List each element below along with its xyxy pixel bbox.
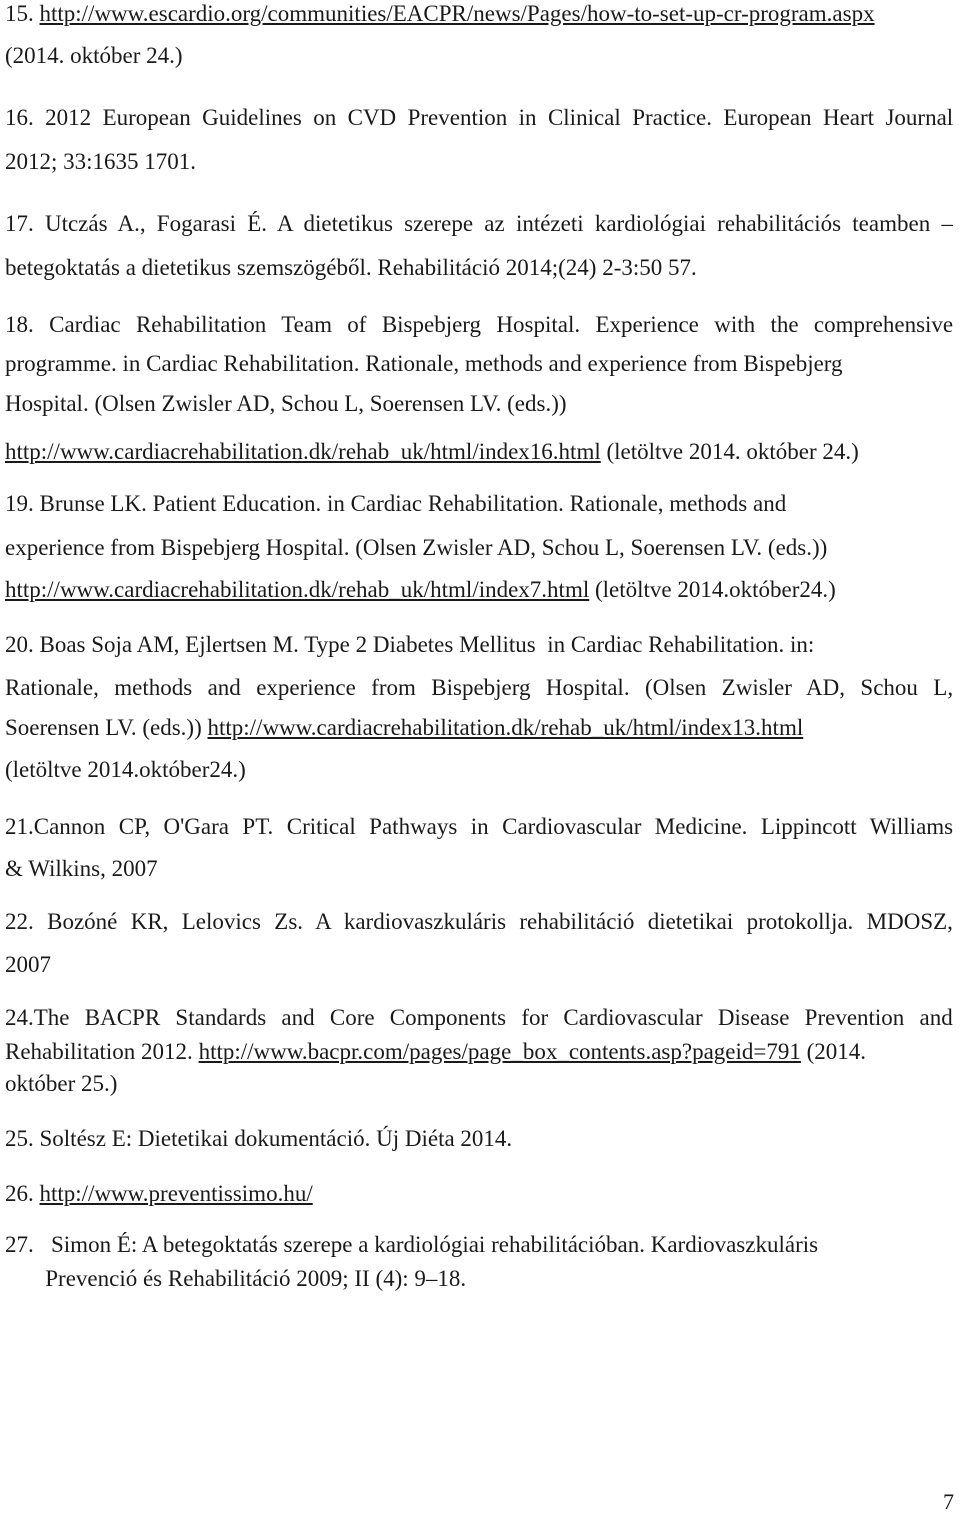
reference-text: betegoktatás a dietetikus szemszögéből. Rehabilitáció 2014;(24) 2-3:50 57.: [5, 255, 697, 280]
reference-line: [5, 1072, 117, 1095]
reference-line: [5, 150, 196, 173]
reference-line: [5, 492, 786, 515]
reference-text: 21.Cannon CP, O'Gara PT. Critical Pathways in Cardiovascular Medicine. Lippincott Williams: [5, 814, 954, 839]
reference-text: október 25.): [5, 1071, 118, 1096]
reference-text: (2014.: [800, 1039, 867, 1064]
reference-text: Rationale, methods and experience from Bispebjerg Hospital. (Olsen Zwisler AD, Schou L,: [5, 675, 954, 700]
reference-line: [5, 1233, 818, 1256]
reference-text: 25. Soltész E: Dietetikai dokumentáció. Új Diéta 2014.: [5, 1126, 513, 1151]
reference-text: 15.: [5, 1, 40, 26]
reference-line: [5, 392, 567, 415]
reference-text: 22. Bozóné KR, Lelovics Zs. A kardiovaszkuláris rehabilitáció dietetikai protokollja. MDOSZ,: [5, 909, 953, 934]
reference-text: 19. Brunse LK. Patient Education. in Cardiac Rehabilitation. Rationale, methods and: [5, 491, 787, 516]
reference-link[interactable]: http://www.cardiacrehabilitation.dk/rehab_uk/html/index13.html: [207, 715, 804, 740]
reference-line: [5, 1127, 512, 1150]
reference-link[interactable]: http://www.escardio.org/communities/EACPR/news/Pages/how-to-set-up-cr-program.aspx: [39, 1, 875, 26]
reference-line: [5, 1182, 313, 1205]
reference-line: [5, 212, 953, 235]
reference-link[interactable]: http://www.cardiacrehabilitation.dk/rehab_uk/html/index7.html: [5, 577, 590, 602]
reference-line: [5, 815, 953, 838]
reference-text: Hospital. (Olsen Zwisler AD, Schou L, Soerensen LV. (eds.)): [5, 391, 567, 416]
reference-text: experience from Bispebjerg Hospital. (Olsen Zwisler AD, Schou L, Soerensen LV. (eds.)): [5, 535, 828, 560]
reference-line: [5, 578, 836, 601]
reference-text: 24.The BACPR Standards and Core Components for Cardiovascular Disease Prevention and: [5, 1005, 953, 1030]
reference-text: (letöltve 2014.október24.): [589, 577, 836, 602]
reference-text: 26.: [5, 1181, 40, 1206]
reference-text: (letöltve 2014.október24.): [5, 757, 246, 782]
reference-link[interactable]: http://www.bacpr.com/pages/page_box_contents.asp?pageid=791: [198, 1039, 801, 1064]
reference-line: [5, 106, 953, 129]
reference-line: [5, 857, 158, 880]
reference-text: 2012; 33:1635 1701.: [5, 149, 197, 174]
reference-text: 2007: [5, 952, 51, 977]
reference-text: (letöltve 2014. október 24.): [600, 439, 859, 464]
reference-line: [5, 352, 843, 375]
reference-line: [5, 440, 859, 463]
reference-line: [5, 633, 814, 656]
reference-text: 17. Utczás A., Fogarasi É. A dietetikus szerepe az intézeti kardiológiai rehabilitációs teamben –: [5, 211, 953, 236]
reference-text: & Wilkins, 2007: [5, 856, 158, 881]
reference-line: [5, 536, 827, 559]
reference-line: [5, 2, 875, 25]
reference-text: 20. Boas Soja AM, Ejlertsen M. Type 2 Diabetes Mellitus in Cardiac Rehabilitation. in:: [5, 632, 815, 657]
reference-text: 18. Cardiac Rehabilitation Team of Bispebjerg Hospital. Experience with the comprehensive: [5, 312, 954, 337]
reference-line: [5, 953, 51, 976]
reference-text: 27. Simon É: A betegoktatás szerepe a kardiológiai rehabilitációban. Kardiovaszkuláris: [5, 1232, 819, 1257]
reference-link[interactable]: http://www.preventissimo.hu/: [39, 1181, 313, 1206]
reference-text: programme. in Cardiac Rehabilitation. Rationale, methods and experience from Bispebjerg: [5, 351, 843, 376]
reference-text: 16. 2012 European Guidelines on CVD Prevention in Clinical Practice. European Heart Journal: [5, 105, 954, 130]
reference-line: [5, 910, 953, 933]
reference-line: [5, 1267, 466, 1290]
reference-line: [5, 676, 953, 699]
page-number: 7: [943, 1489, 954, 1514]
reference-line: [5, 716, 803, 739]
reference-line: [5, 1006, 953, 1029]
reference-line: [5, 313, 953, 336]
reference-line: [5, 1040, 866, 1063]
reference-line: [5, 758, 246, 781]
reference-text: (2014. október 24.): [5, 43, 183, 68]
reference-text: Soerensen LV. (eds.)): [5, 715, 208, 740]
reference-line: [5, 256, 697, 279]
reference-text: Rehabilitation 2012.: [5, 1039, 199, 1064]
reference-line: [5, 44, 183, 67]
reference-link[interactable]: http://www.cardiacrehabilitation.dk/rehab_uk/html/index16.html: [5, 439, 601, 464]
reference-text: Prevenció és Rehabilitáció 2009; II (4): 9–18.: [5, 1266, 467, 1291]
